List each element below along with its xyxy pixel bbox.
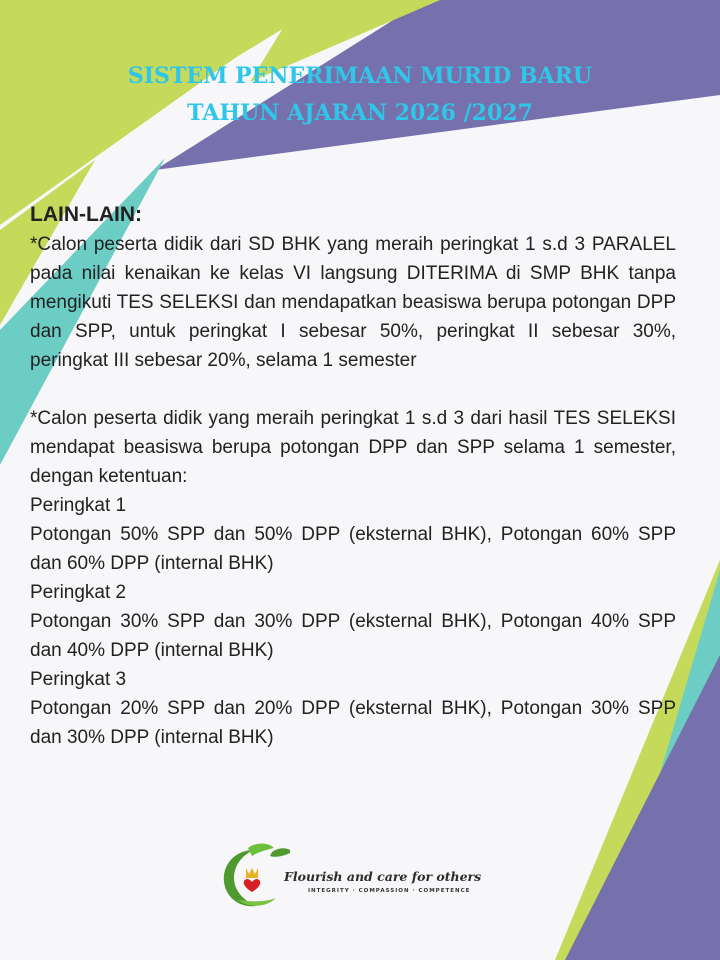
rank-2-label: Peringkat 2 [30,582,127,603]
title-line-1: SISTEM PENERIMAAN MURID BARU [127,63,593,89]
leaf-heart-crown-icon [218,842,290,912]
rank-3-label: Peringkat 3 [30,669,127,690]
page-title [0,58,720,132]
logo-values: INTEGRITY · COMPASSION · COMPETENCE [308,888,471,894]
section-heading: LAIN-LAIN: [30,203,142,226]
logo-tagline: Flourish and care for others [284,869,482,884]
rank-3-text: Potongan 20% SPP dan 20% DPP (eksternal BHK), Potongan 30% SPP dan 30% DPP (internal BHK) [30,698,676,748]
paragraph-sd-bhk: *Calon peserta didik dari SD BHK yang meraih peringkat 1 s.d 3 PARALEL pada nilai kenaikan ke kelas VI langsung DITERIMA di SMP BHK tanpa mengikuti TES SELEKSI dan mendapatkan beasiswa berupa potongan DPP dan SPP, untuk peringkat I sebesar 50%, peringkat II sebesar 30%, peringkat III sebesar 20%, selama 1 semester [30,234,676,371]
rank-1-text: Potongan 50% SPP dan 50% DPP (eksternal BHK), Potongan 60% SPP dan 60% DPP (internal BHK) [30,524,676,574]
title-line-2: TAHUN AJARAN 2026 /2027 [187,100,533,126]
paragraph-tes-seleksi: *Calon peserta didik yang meraih peringkat 1 s.d 3 dari hasil TES SELEKSI mendapat beasiswa berupa potongan DPP dan SPP selama 1 semester, dengan ketentuan: [30,408,676,487]
content-body [30,200,676,752]
school-logo [218,842,508,912]
rank-1-label: Peringkat 1 [30,495,127,516]
rank-2-text: Potongan 30% SPP dan 30% DPP (eksternal BHK), Potongan 40% SPP dan 40% DPP (internal BHK) [30,611,676,661]
